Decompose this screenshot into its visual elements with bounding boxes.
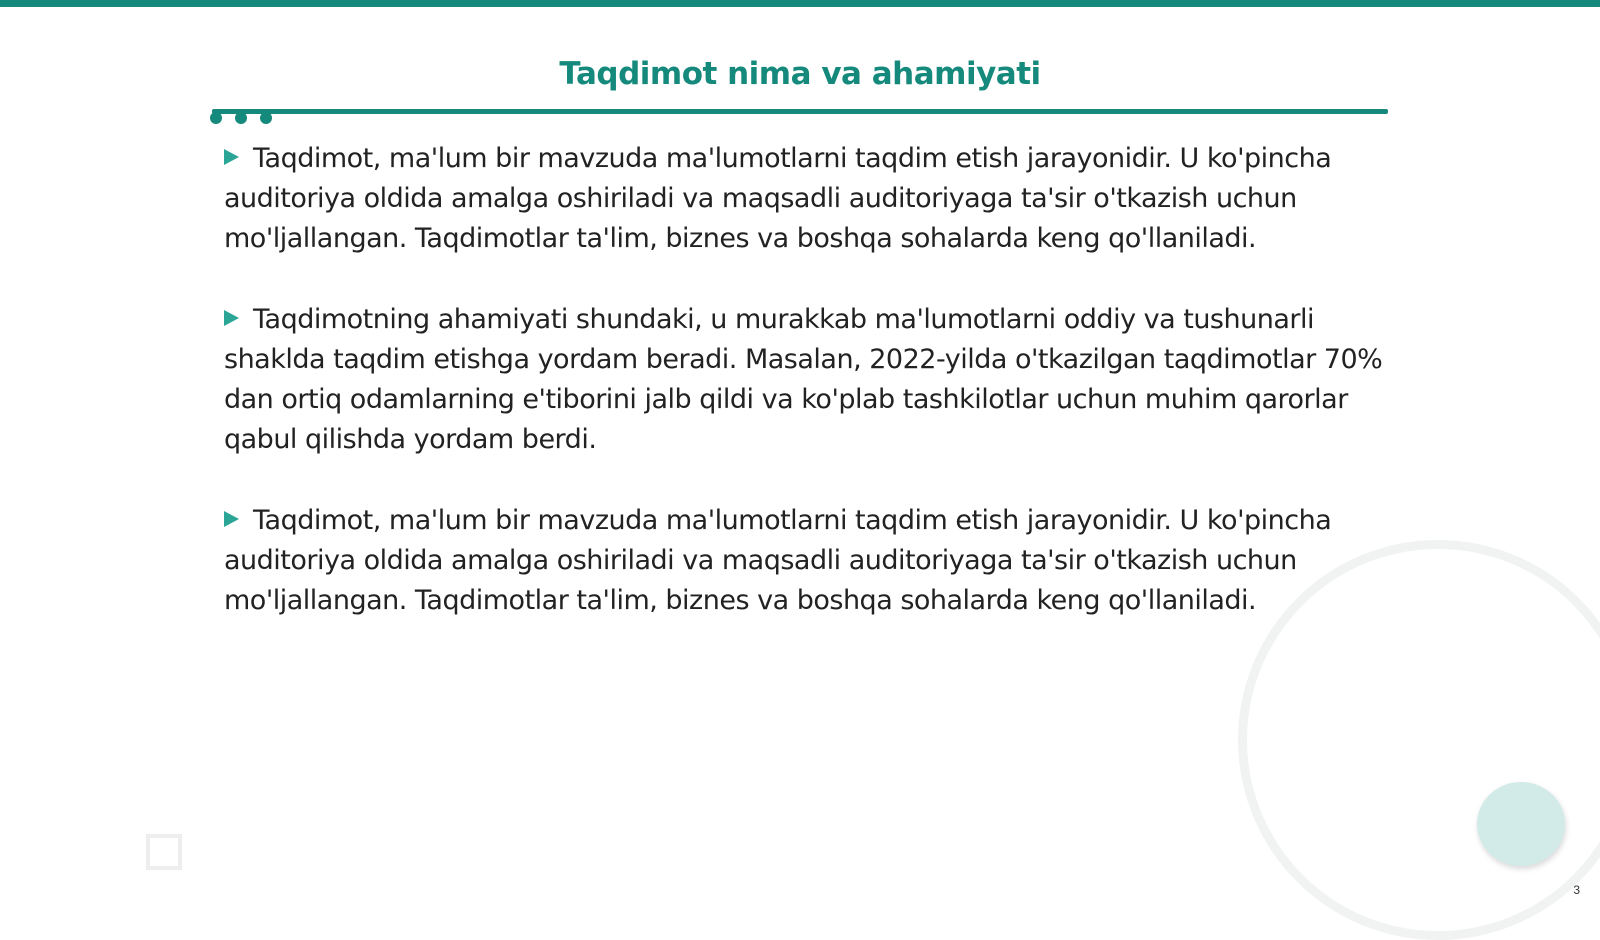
decorative-square bbox=[146, 834, 182, 870]
paragraph-text: Taqdimot, ma'lum bir mavzuda ma'lumotlarni taqdim etish jarayonidir. U ko'pincha auditoriya oldida amalga oshiriladi va maqsadli auditoriyaga ta'sir o'tkazish uchun mo'ljallangan. Taqdimotlar ta'lim, biznes va boshqa sohalarda keng qo'llaniladi. bbox=[224, 505, 1332, 616]
paragraph-text: Taqdimot, ma'lum bir mavzuda ma'lumotlarni taqdim etish jarayonidir. U ko'pincha auditoriya oldida amalga oshiriladi va maqsadli auditoriyaga ta'sir o'tkazish uchun mo'ljallangan. Taqdimotlar ta'lim, biznes va boshqa sohalarda keng qo'llaniladi. bbox=[224, 143, 1332, 254]
paragraph-text: Taqdimotning ahamiyati shundaki, u murakkab ma'lumotlarni oddiy va tushunarli shaklda taqdim etishga yordam beradi. Masalan, 2022-yilda o'tkazilgan taqdimotlar 70% dan ortiq odamlarning e'tiborini jalb qildi va ko'plab tashkilotlar uchun muhim qarorlar qabul qilishda yordam berdi. bbox=[224, 304, 1383, 455]
bullet-paragraph bbox=[224, 300, 1384, 460]
title-underline bbox=[212, 109, 1388, 114]
slide-content bbox=[224, 139, 1384, 662]
triangle-bullet-icon bbox=[224, 511, 239, 527]
decorative-dot bbox=[235, 112, 247, 124]
triangle-bullet-icon bbox=[224, 149, 239, 165]
decorative-dot bbox=[260, 112, 272, 124]
page-number: 3 bbox=[1573, 883, 1580, 897]
bullet-paragraph bbox=[224, 139, 1384, 259]
slide-title: Taqdimot nima va ahamiyati bbox=[559, 56, 1041, 92]
top-accent-bar bbox=[0, 0, 1600, 7]
bullet-paragraph bbox=[224, 501, 1384, 621]
decorative-dot bbox=[210, 112, 222, 124]
title-dots-decoration bbox=[210, 110, 282, 126]
decorative-circle bbox=[1477, 782, 1565, 866]
triangle-bullet-icon bbox=[224, 310, 239, 326]
